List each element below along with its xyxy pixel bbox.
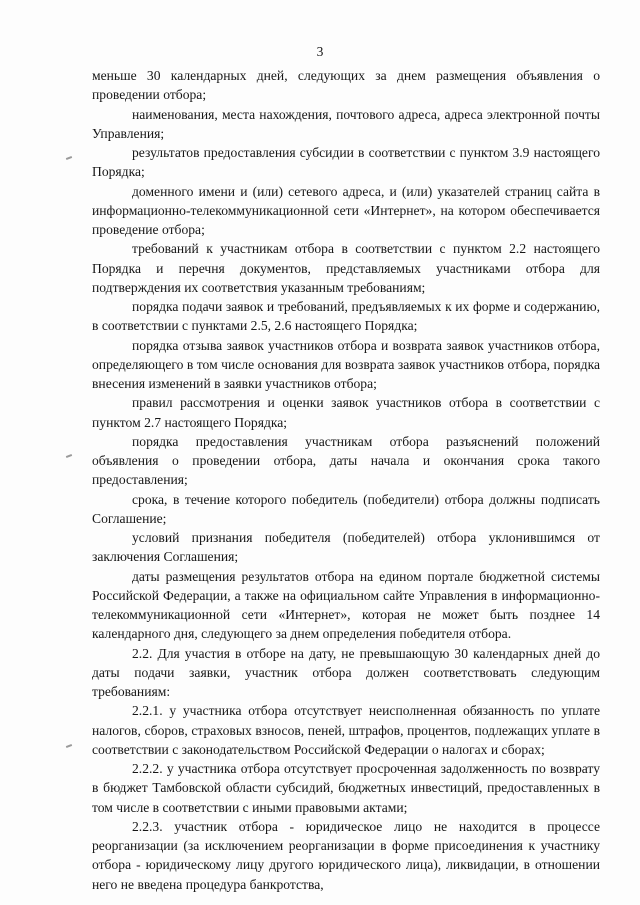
document-body <box>92 66 600 894</box>
paragraph: условий признания победителя (победителей) отбора уклонившимся от заключения Соглашения; <box>92 530 600 565</box>
paragraph: меньше 30 календарных дней, следующих за днем размещения объявления о проведении отбора; <box>92 68 600 103</box>
paragraph: 2.2. Для участия в отборе на дату, не превышающую 30 календарных дней до даты подачи заявки, участник отбора должен соответствовать следующим требованиям: <box>92 645 600 699</box>
margin-mark <box>66 156 72 160</box>
paragraph: наименования, места нахождения, почтового адреса, адреса электронной почты Управления; <box>92 106 600 141</box>
paragraph: требований к участникам отбора в соответствии с пунктом 2.2 настоящего Порядка и перечня документов, представляемых участниками отбора для подтверждения их соответствия указанным требованиям; <box>92 241 600 295</box>
paragraph: порядка предоставления участникам отбора разъяснений положений объявления о проведении отбора, даты начала и окончания срока такого предоставления; <box>92 433 600 488</box>
paragraph: 2.2.1. у участника отбора отсутствует неисполненная обязанность по уплате налогов, сборов, страховых взносов, пеней, штрафов, процентов, подлежащих уплате в соответствии с законодательством Российской Федерации о налогах и сборах; <box>92 703 600 757</box>
paragraph: срока, в течение которого победитель (победители) отбора должны подписать Соглашение; <box>92 491 600 526</box>
page-number: 3 <box>316 44 324 59</box>
paragraph: 2.2.3. участник отбора - юридическое лицо не находится в процессе реорганизации (за исключением реорганизации в форме присоединения к участнику отбора - юридическому лицу другого юридического лица), ликвидации, в отношении него не введена процедура банкротства, <box>92 818 600 892</box>
paragraph: доменного имени и (или) сетевого адреса, и (или) указателей страниц сайта в информационно-телекоммуникационной сети «Интернет», на котором обеспечивается проведение отбора; <box>92 183 600 237</box>
paragraph: порядка отзыва заявок участников отбора и возврата заявок участников отбора, определяющего в том числе основания для возврата заявок участников отбора, порядка внесения изменений в заявки участников отбора; <box>92 337 600 391</box>
paragraph: порядка подачи заявок и требований, предъявляемых к их форме и содержанию, в соответствии с пунктами 2.5, 2.6 настоящего Порядка; <box>92 299 600 334</box>
margin-mark <box>66 744 72 748</box>
paragraph: даты размещения результатов отбора на едином портале бюджетной системы Российской Федерации, а также на официальном сайте Управления в информационно-телекоммуникационной сети «Интернет», которая не может быть позднее 14 календарного дня, следующего за днем определения победителя отбора. <box>92 568 600 642</box>
paragraph: 2.2.2. у участника отбора отсутствует просроченная задолженность по возврату в бюджет Тамбовской области субсидий, бюджетных инвестиций, предоставленных в том числе в соответствии с иными правовыми актами; <box>92 761 600 815</box>
paragraph: результатов предоставления субсидии в соответствии с пунктом 3.9 настоящего Порядка; <box>92 145 600 180</box>
margin-mark <box>66 454 72 458</box>
paragraph: правил рассмотрения и оценки заявок участников отбора в соответствии с пунктом 2.7 настоящего Порядка; <box>92 395 600 430</box>
